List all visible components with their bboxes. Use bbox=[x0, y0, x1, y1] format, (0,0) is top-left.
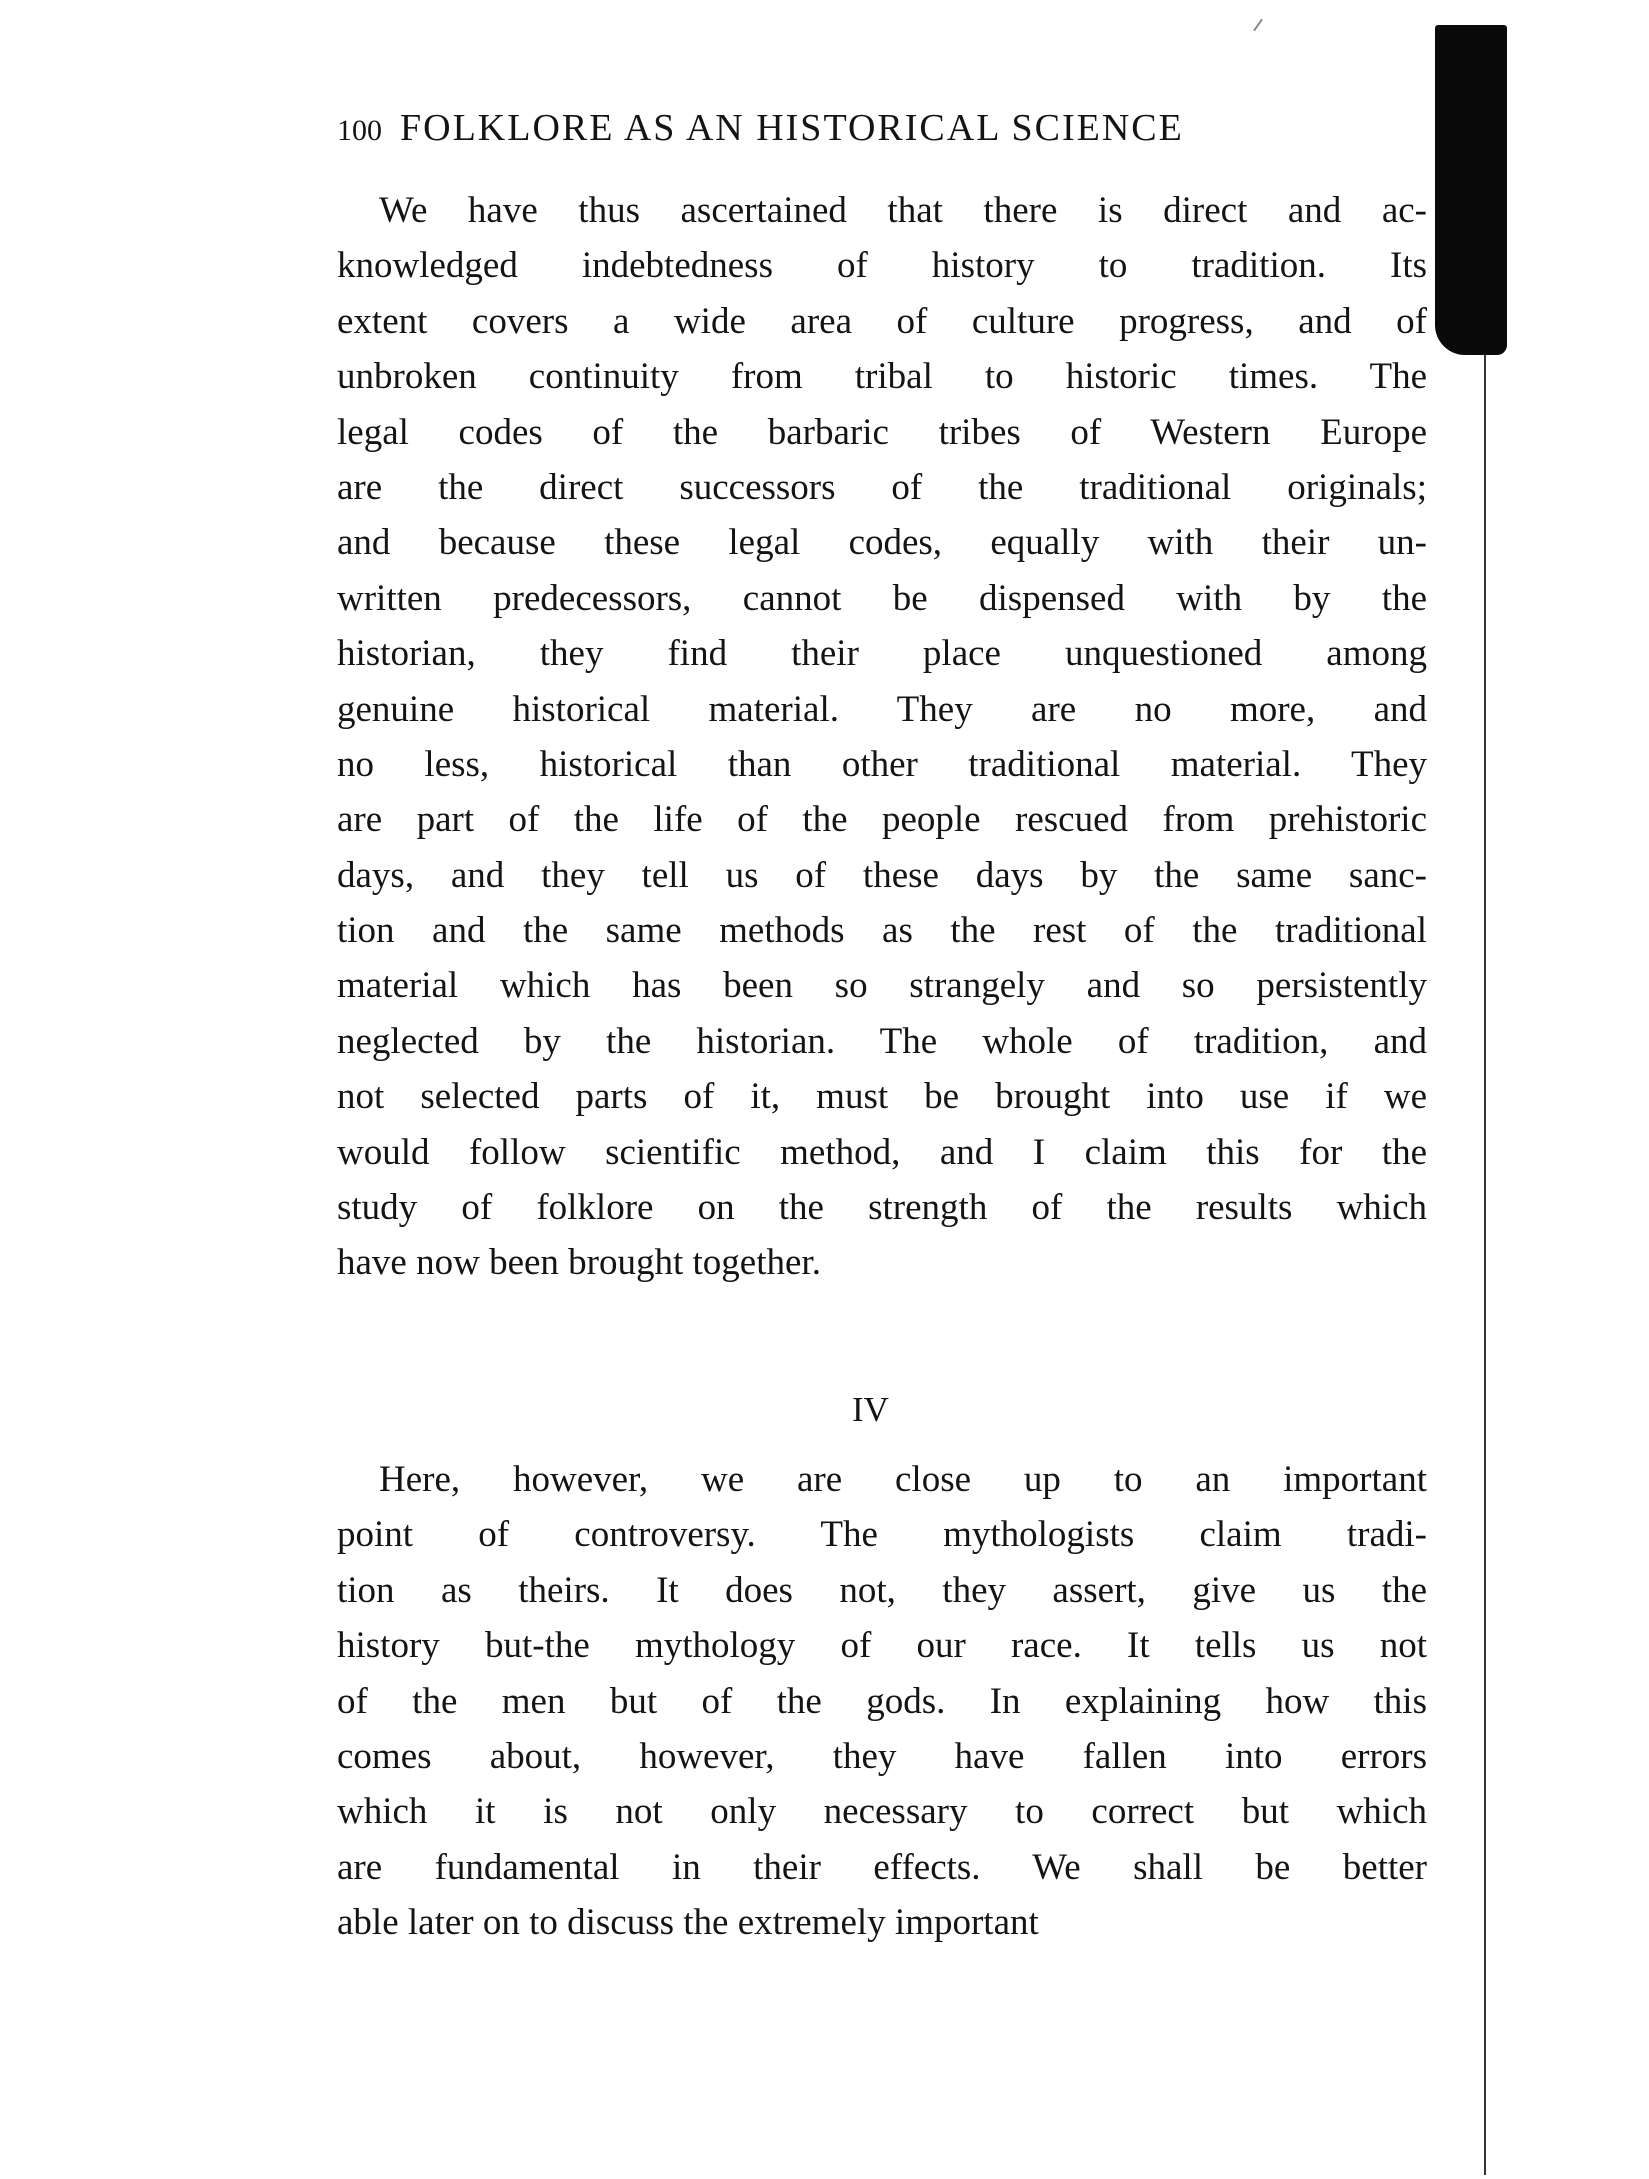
text-line: would follow scientific method, and I claim this for the bbox=[337, 1131, 1427, 1173]
text-line: legal codes of the barbaric tribes of Western Europe bbox=[337, 411, 1427, 453]
text-line: We have thus ascertained that there is direct and ac- bbox=[379, 190, 1427, 231]
paragraph-2 bbox=[337, 1452, 1427, 1951]
text-line: study of folklore on the strength of the results which bbox=[337, 1187, 1427, 1229]
running-title: FOLKLORE AS AN HISTORICAL SCIENCE bbox=[400, 107, 1184, 149]
text-line: not selected parts of it, must be brought into use if we bbox=[337, 1076, 1427, 1118]
text-line: are part of the life of the people rescued from prehistoric bbox=[337, 799, 1427, 841]
text-line: comes about, however, they have fallen into errors bbox=[337, 1735, 1427, 1777]
text-line: unbroken continuity from tribal to historic times. The bbox=[337, 356, 1427, 398]
text-line: no less, historical than other traditional material. They bbox=[337, 743, 1427, 785]
text-line: extent covers a wide area of culture progress, and of bbox=[337, 300, 1427, 342]
text-line: and because these legal codes, equally with their un- bbox=[337, 522, 1427, 564]
text-line: able later on to discuss the extremely important bbox=[337, 1902, 1039, 1944]
text-line: tion as theirs. It does not, they assert, give us the bbox=[337, 1569, 1427, 1611]
paragraph-1 bbox=[337, 183, 1427, 1291]
text-line: have now been brought together. bbox=[337, 1242, 821, 1284]
text-line: are the direct successors of the traditional originals; bbox=[337, 466, 1427, 508]
text-line: history but-the mythology of our race. It tells us not bbox=[337, 1625, 1427, 1667]
text-line: Here, however, we are close up to an important bbox=[379, 1459, 1427, 1500]
text-line: neglected by the historian. The whole of tradition, and bbox=[337, 1020, 1427, 1062]
scan-edge-shadow bbox=[1435, 25, 1507, 355]
page-number: 100 bbox=[337, 114, 382, 147]
scan-mark bbox=[1253, 19, 1263, 32]
text-line: which it is not only necessary to correct but which bbox=[337, 1791, 1427, 1833]
text-line: are fundamental in their effects. We shall be better bbox=[337, 1846, 1427, 1888]
section-heading: IV bbox=[852, 1390, 889, 1429]
text-line: of the men but of the gods. In explaining how this bbox=[337, 1680, 1427, 1722]
text-line: tion and the same methods as the rest of the traditional bbox=[337, 910, 1427, 952]
text-line: genuine historical material. They are no more, and bbox=[337, 688, 1427, 730]
text-line: knowledged indebtedness of history to tradition. Its bbox=[337, 245, 1427, 287]
text-line: point of controversy. The mythologists claim tradi- bbox=[337, 1514, 1427, 1556]
text-line: historian, they find their place unquestioned among bbox=[337, 633, 1427, 675]
running-header bbox=[337, 106, 1357, 150]
text-line: written predecessors, cannot be dispensed with by the bbox=[337, 577, 1427, 619]
text-line: days, and they tell us of these days by the same sanc- bbox=[337, 854, 1427, 896]
page-edge-line bbox=[1484, 355, 1486, 2175]
text-line: material which has been so strangely and so persistently bbox=[337, 965, 1427, 1007]
